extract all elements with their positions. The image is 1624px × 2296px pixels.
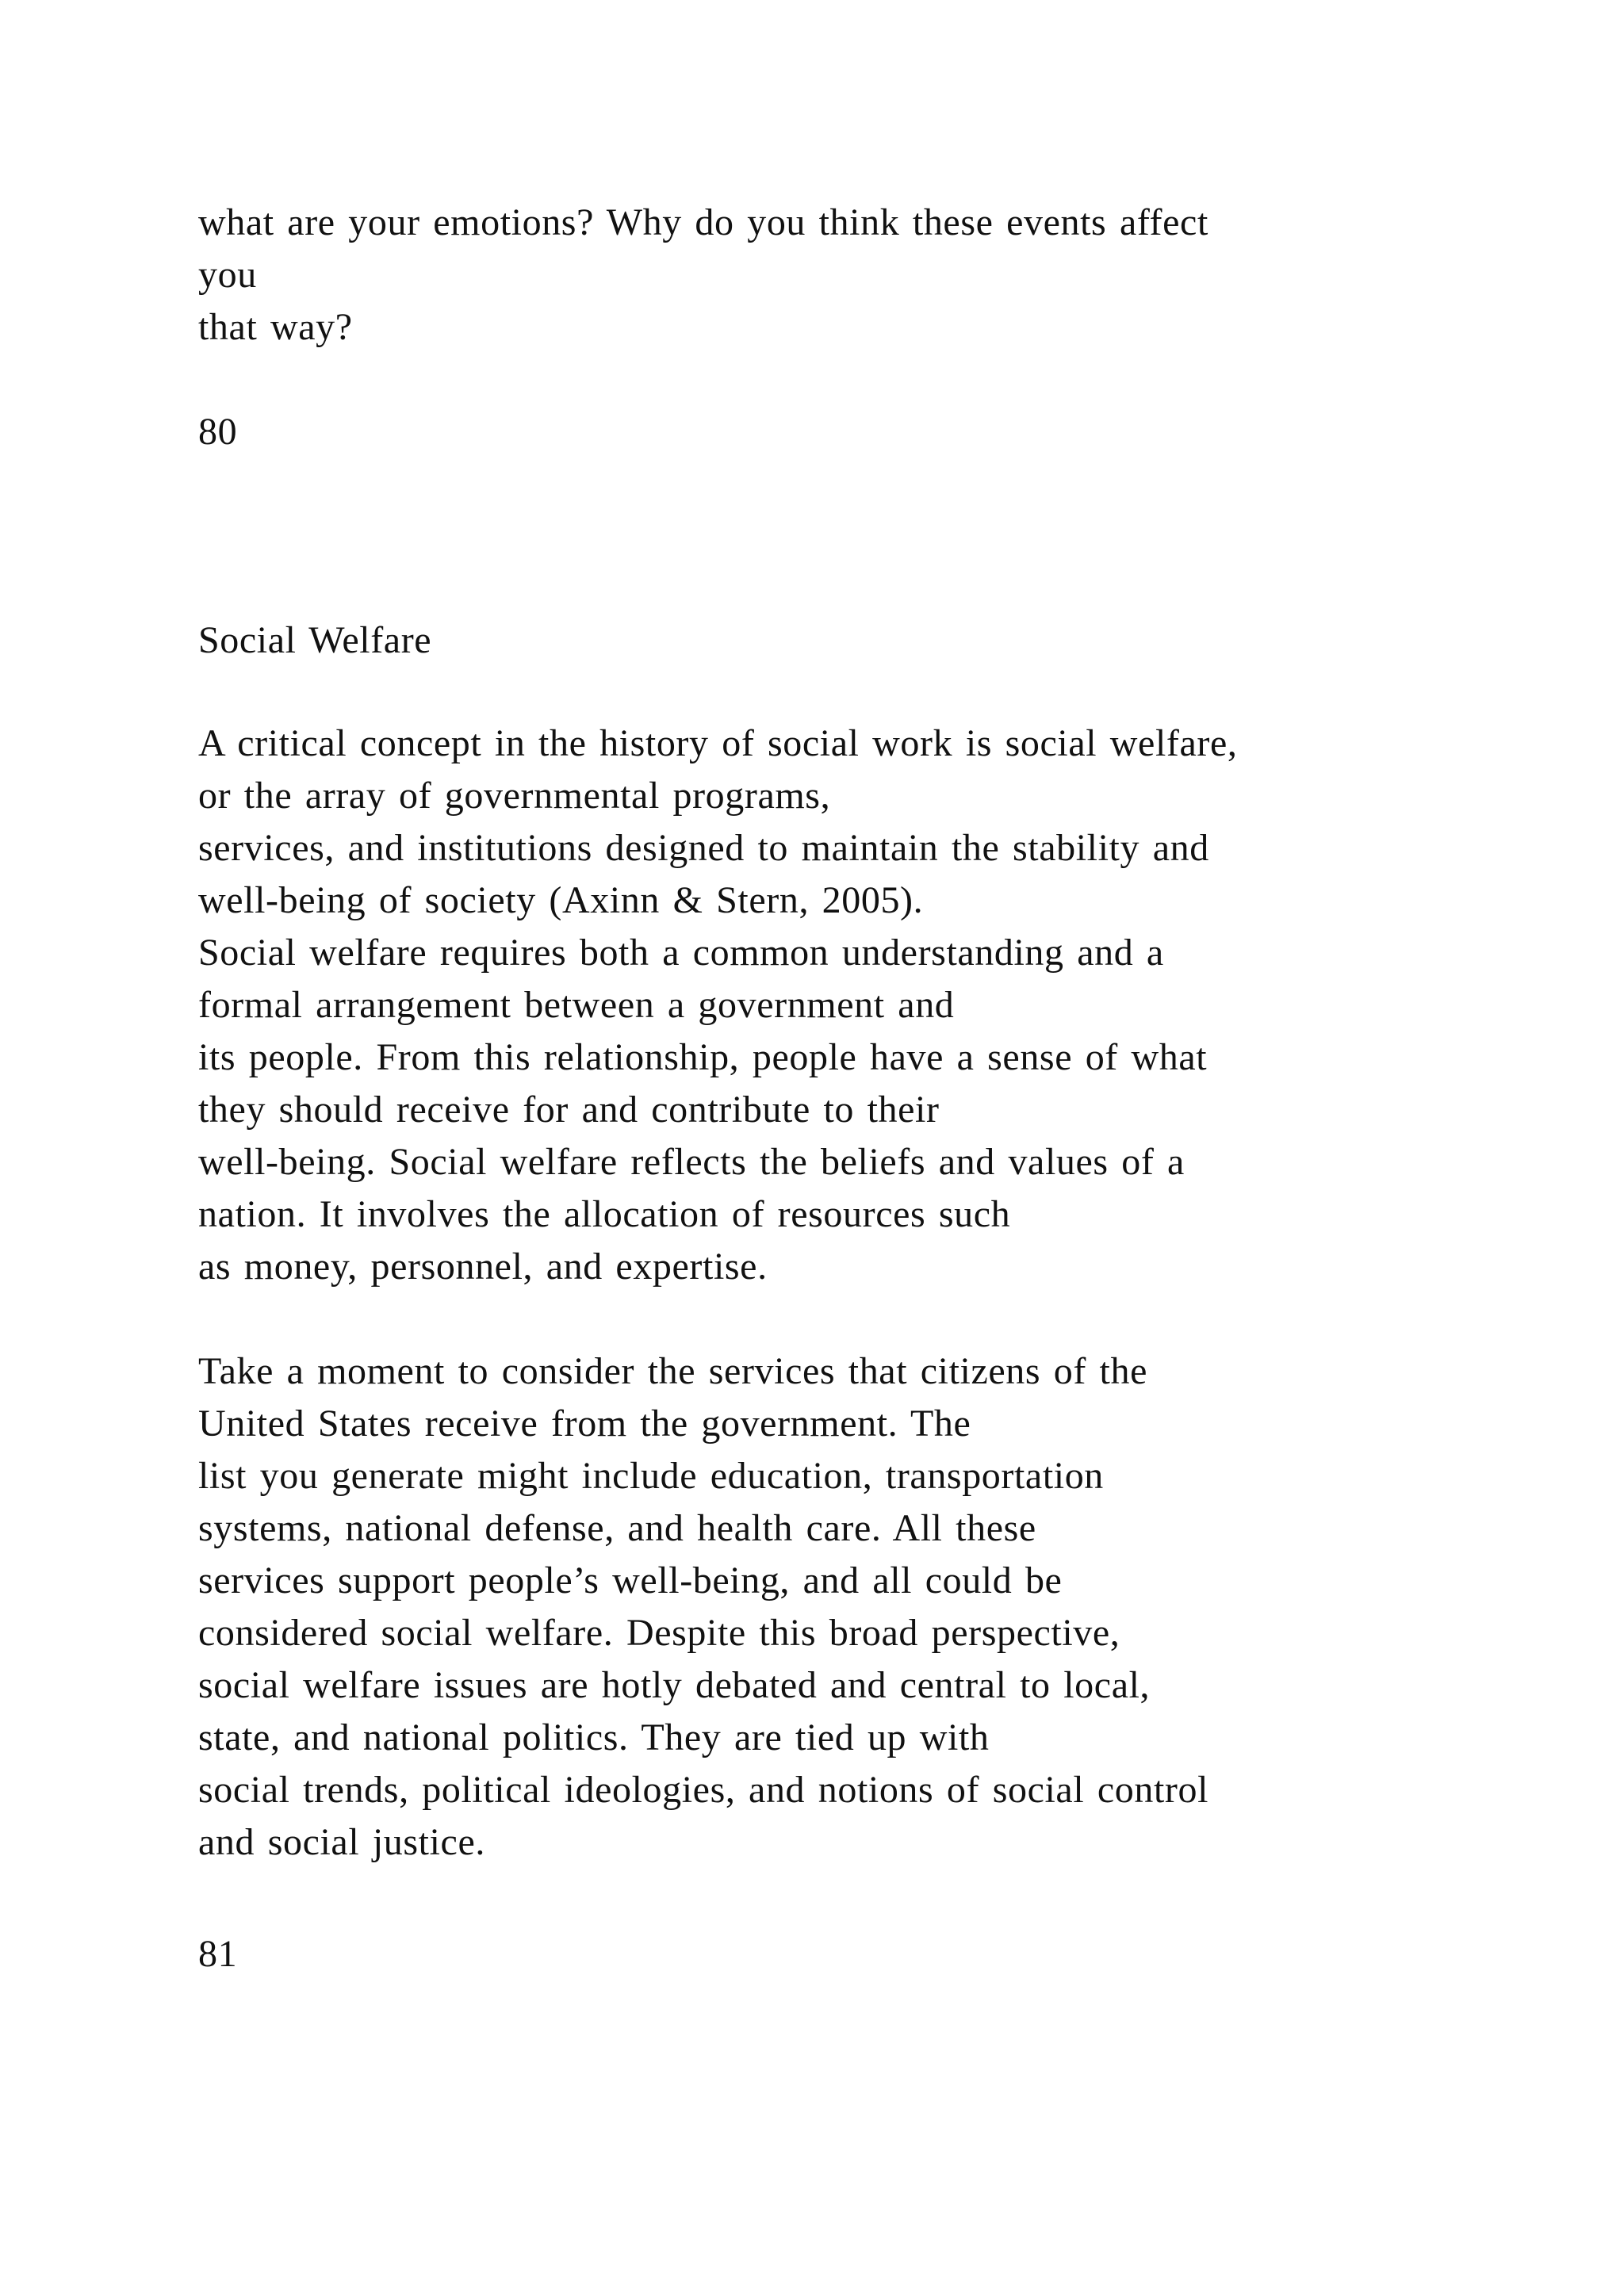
text-line: well-being. Social welfare reflects the beliefs and values of a (198, 1141, 1185, 1183)
text-line: you (198, 254, 257, 296)
text-line: its people. From this relationship, people have a sense of what (198, 1036, 1208, 1078)
text-line: A critical concept in the history of social work is social welfare, (198, 722, 1238, 764)
text-line: formal arrangement between a government and (198, 984, 955, 1026)
text-line: services, and institutions designed to maintain the stability and (198, 827, 1209, 869)
text-line: United States receive from the government. The (198, 1402, 971, 1445)
paragraph-1 (198, 718, 1507, 1293)
page-number (198, 1928, 1507, 1980)
text-line: what are your emotions? Why do you think these events affect (198, 201, 1208, 243)
text-line: or the array of governmental programs, (198, 775, 831, 817)
text-line: well-being of society (Axinn & Stern, 2005). (198, 879, 924, 921)
page-number-text: 81 (198, 1933, 238, 1975)
text-line: list you generate might include education, transportation (198, 1455, 1104, 1497)
page-number (198, 406, 1507, 458)
text-line: systems, national defense, and health care. All these (198, 1507, 1036, 1549)
text-line: that way? (198, 306, 353, 348)
section-heading (198, 614, 1507, 667)
text-line: services support people’s well-being, and all could be (198, 1559, 1063, 1601)
paragraph-2 (198, 1345, 1507, 1869)
text-line: and social justice. (198, 1821, 485, 1863)
text-line: Take a moment to consider the services that citizens of the (198, 1350, 1147, 1392)
text-line: nation. It involves the allocation of resources such (198, 1193, 1011, 1235)
text-line: as money, personnel, and expertise. (198, 1246, 768, 1288)
text-line: they should receive for and contribute to their (198, 1089, 940, 1131)
section-heading-text: Social Welfare (198, 619, 432, 661)
text-line: state, and national politics. They are tied up with (198, 1716, 990, 1758)
text-line: Social welfare requires both a common understanding and a (198, 932, 1164, 974)
text-line: social trends, political ideologies, and notions of social control (198, 1769, 1209, 1811)
intro-text (198, 197, 1507, 354)
text-line: considered social welfare. Despite this broad perspective, (198, 1612, 1120, 1654)
page-number-text: 80 (198, 411, 238, 453)
text-line: social welfare issues are hotly debated and central to local, (198, 1664, 1151, 1706)
